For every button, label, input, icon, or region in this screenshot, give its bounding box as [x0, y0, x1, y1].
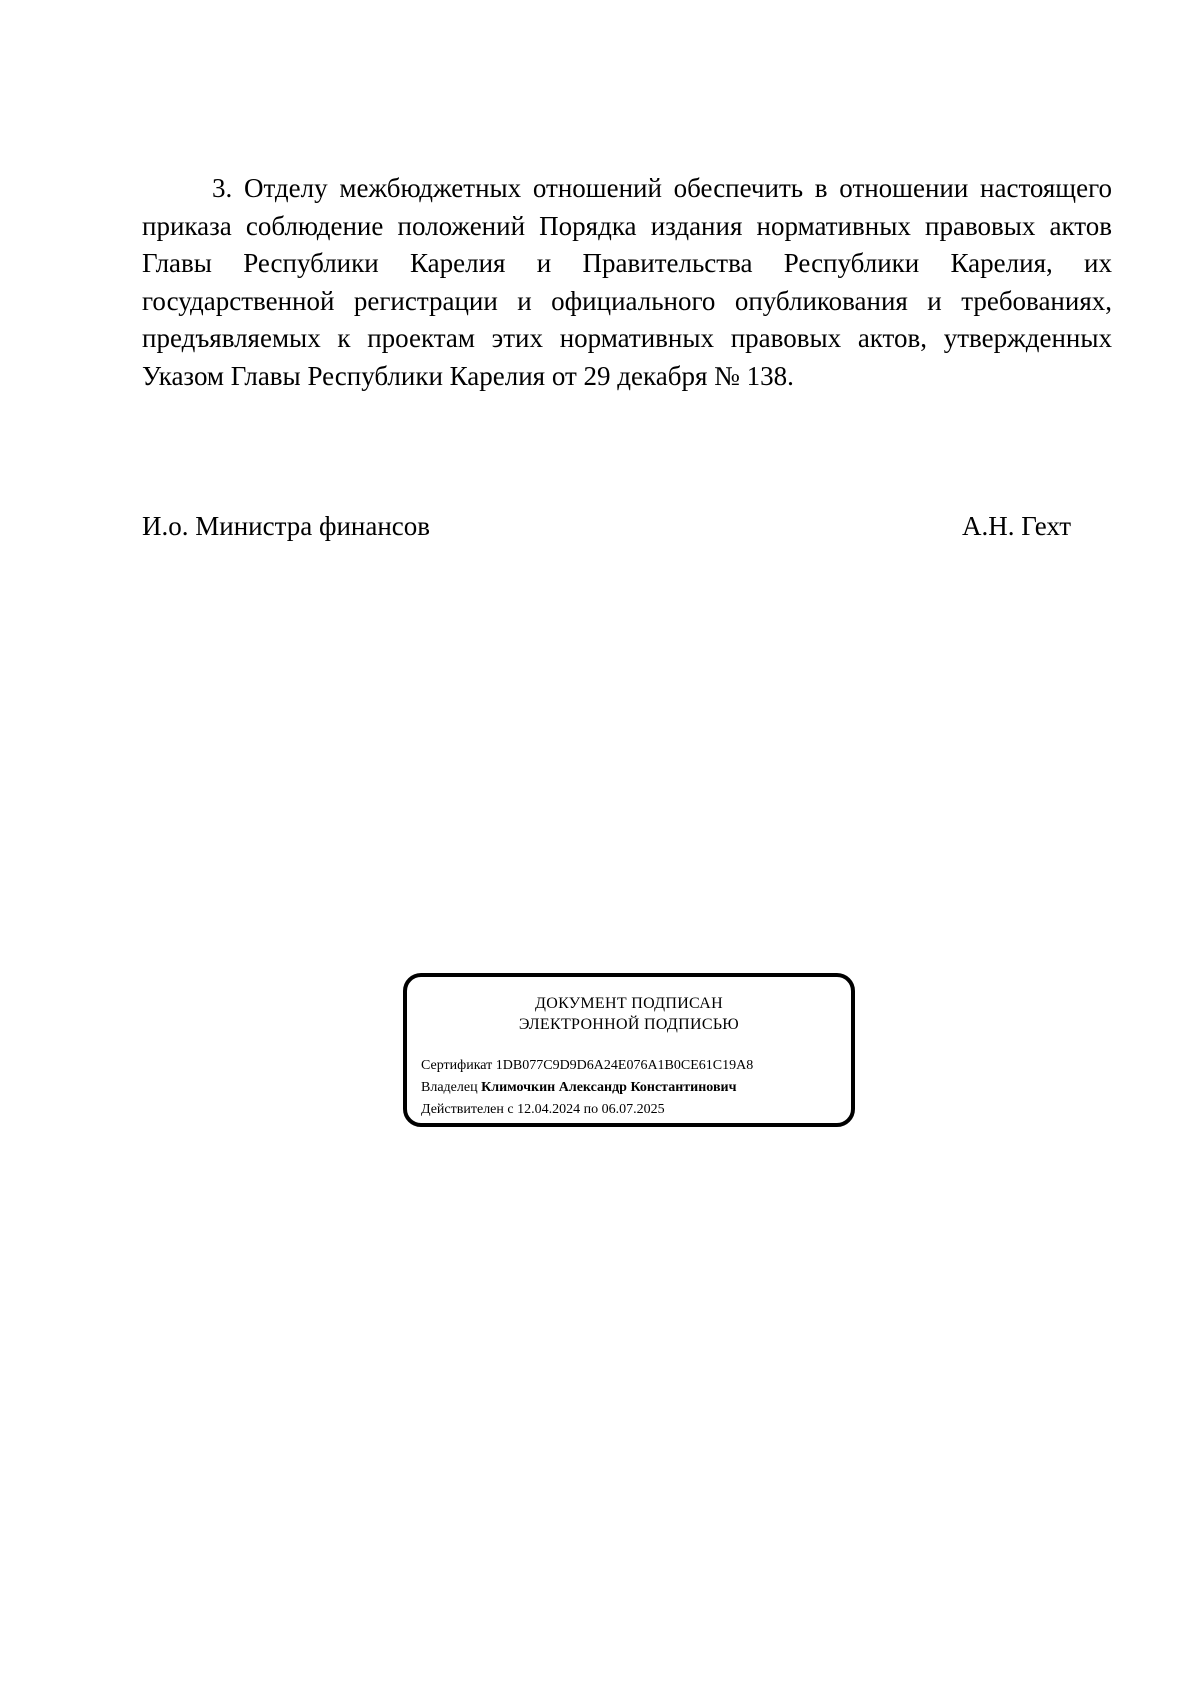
signatory-name: А.Н. Гехт — [962, 511, 1072, 541]
stamp-details — [421, 1055, 753, 1121]
stamp-owner-row — [421, 1077, 753, 1099]
stamp-valid-label: Действителен с — [421, 1102, 514, 1117]
stamp-valid-to: 06.07.2025 — [601, 1102, 665, 1117]
order-paragraph-3: 3. Отделу межбюджетных отношений обеспечить в отношении настоящего приказа соблюдение положений Порядка издания нормативных правовых актов Главы Республики Карелия и Правительства Республики Карелия, их государственной регистрации и официального опубликования и требованиях, предъявляемых к проектам этих нормативных правовых актов, утвержденных Указом Главы Республики Карелия от 29 декабря № 138. — [142, 173, 1112, 391]
stamp-heading-line-1: ДОКУМЕНТ ПОДПИСАН — [535, 995, 723, 1012]
stamp-heading — [407, 993, 851, 1035]
stamp-owner-label: Владелец — [421, 1080, 478, 1095]
signatory-title: И.о. Министра финансов — [142, 511, 431, 541]
stamp-certificate-label: Сертификат — [421, 1058, 493, 1073]
stamp-valid-to-label: по — [583, 1102, 599, 1117]
stamp-certificate-row — [421, 1055, 753, 1077]
stamp-valid-from: 12.04.2024 — [517, 1102, 581, 1117]
stamp-owner-value: Климочкин Александр Константинович — [481, 1080, 737, 1095]
stamp-certificate-value: 1DB077C9D9D6A24E076A1B0CE61C19A8 — [495, 1058, 754, 1073]
stamp-heading-line-2: ЭЛЕКТРОННОЙ ПОДПИСЬЮ — [518, 1016, 740, 1033]
electronic-signature-stamp — [403, 973, 855, 1127]
stamp-validity-row — [421, 1099, 753, 1121]
